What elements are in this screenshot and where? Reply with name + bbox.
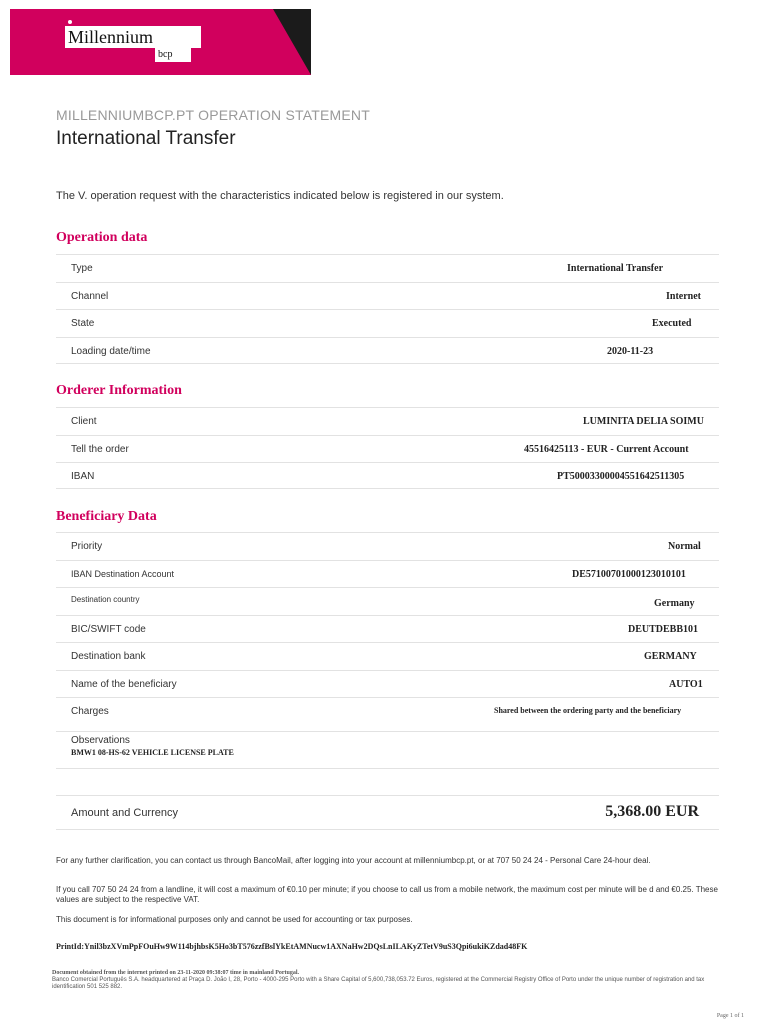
section-heading-orderer: Orderer Information [56,383,182,398]
row-value: Executed [652,318,692,329]
table-row [56,407,719,434]
page-title: International Transfer [56,128,236,149]
row-value: 2020-11-23 [607,346,654,357]
row-value: Internet [666,291,701,302]
table-row [56,309,719,336]
table-row [56,697,719,724]
table-row [56,560,719,587]
row-label: Charges [71,706,109,717]
brand-banner [10,9,311,75]
row-label: Tell the order [71,444,129,455]
row-label: State [71,318,95,329]
row-value: Germany [654,598,695,609]
table-row [56,615,719,642]
brand-logo-sub: bcp [155,48,191,62]
row-value: GERMANY [644,651,697,662]
contact-note: For any further clarification, you can contact us through BancoMail, after logging into your account at millenniumbcp.pt, or at 707 50 24 24 - Personal Care 24-hour deal. [56,856,651,865]
row-value: AUTO1 [669,679,703,690]
table-row [56,254,719,281]
footer-legal: Banco Comercial Português S.A. headquartered at Praça D. João I, 28, Porto - 4000-295 Porto with a Share Capital of 5,600,738,053.72 Euros, registered at the Commercial Registry Office of Porto under the unique number of registration and tax identification 501 525 882. [52,977,705,990]
table-row [56,532,719,559]
observations-label: Observations [71,735,130,746]
row-label: Loading date/time [71,346,151,357]
row-value: Normal [668,541,701,552]
table-row [56,642,719,669]
row-label: Priority [71,541,103,552]
section-heading-beneficiary: Beneficiary Data [56,509,157,524]
row-value: DEUTDEBB101 [628,624,699,635]
row-value: Shared between the ordering party and the beneficiary [494,706,682,715]
banner-accent [273,9,311,75]
print-id: PrintId:Ynil3bzXVmPpFOuHw9W114bjhbsK5Ho3bT576zzfBslYkEtAMNucw1AXNaHw2DQsLnILAKyZTetV9uS3Qpi6ukiKZdad48FK [56,942,528,951]
cost-note: If you call 707 50 24 24 from a landline, it will cost a maximum of €0.10 per minute; if you choose to call us from a mobile network, the maximum cost per minute will be d and €0.25. These values are subject to the respective VAT. [56,885,718,904]
row-value: 45516425113 - EUR - Current Account [524,444,689,455]
brand-logo: Millennium [65,26,201,48]
section-heading-operation: Operation data [56,230,148,245]
table-row [56,282,719,309]
amount-row [56,795,719,830]
disclaimer-note: This document is for informational purposes only and cannot be used for accounting or tax purposes. [56,915,413,924]
row-label: Channel [71,291,109,302]
observations-row [56,731,719,769]
logo-dot [68,20,72,24]
row-value: LUMINITA DELIA SOIMU [583,416,704,427]
row-label: IBAN Destination Account [71,569,175,579]
amount-label: Amount and Currency [71,807,178,819]
table-row [56,587,719,614]
observations-value: BMW1 08-HS-62 VEHICLE LICENSE PLATE [71,748,234,757]
amount-value: 5,368.00 EUR [605,803,699,820]
footer-obtained [52,970,722,977]
row-label: Name of the beneficiary [71,679,177,690]
page-number: Page 1 of 1 [716,1013,744,1019]
row-label: BIC/SWIFT code [71,624,146,635]
table-row [56,337,719,364]
row-label: IBAN [71,471,95,482]
footer-obtained-text: Document obtained from the internet printed on 23-11-2020 09:38:07 time in mainland Portugal. [52,970,300,976]
row-label: Destination bank [71,651,146,662]
row-label: Client [71,416,97,427]
table-row [56,435,719,462]
row-label: Type [71,263,93,274]
row-label: Destination country [71,595,140,604]
statement-kicker: MILLENNIUMBCP.PT OPERATION STATEMENT [56,107,370,123]
table-row [56,670,719,697]
table-row [56,462,719,489]
row-value: International Transfer [567,263,664,274]
row-value: DE57100701000123010101 [572,569,686,580]
intro-text: The V. operation request with the characteristics indicated below is registered in our system. [56,190,504,202]
row-value: PT50003300004551642511305 [557,471,685,482]
